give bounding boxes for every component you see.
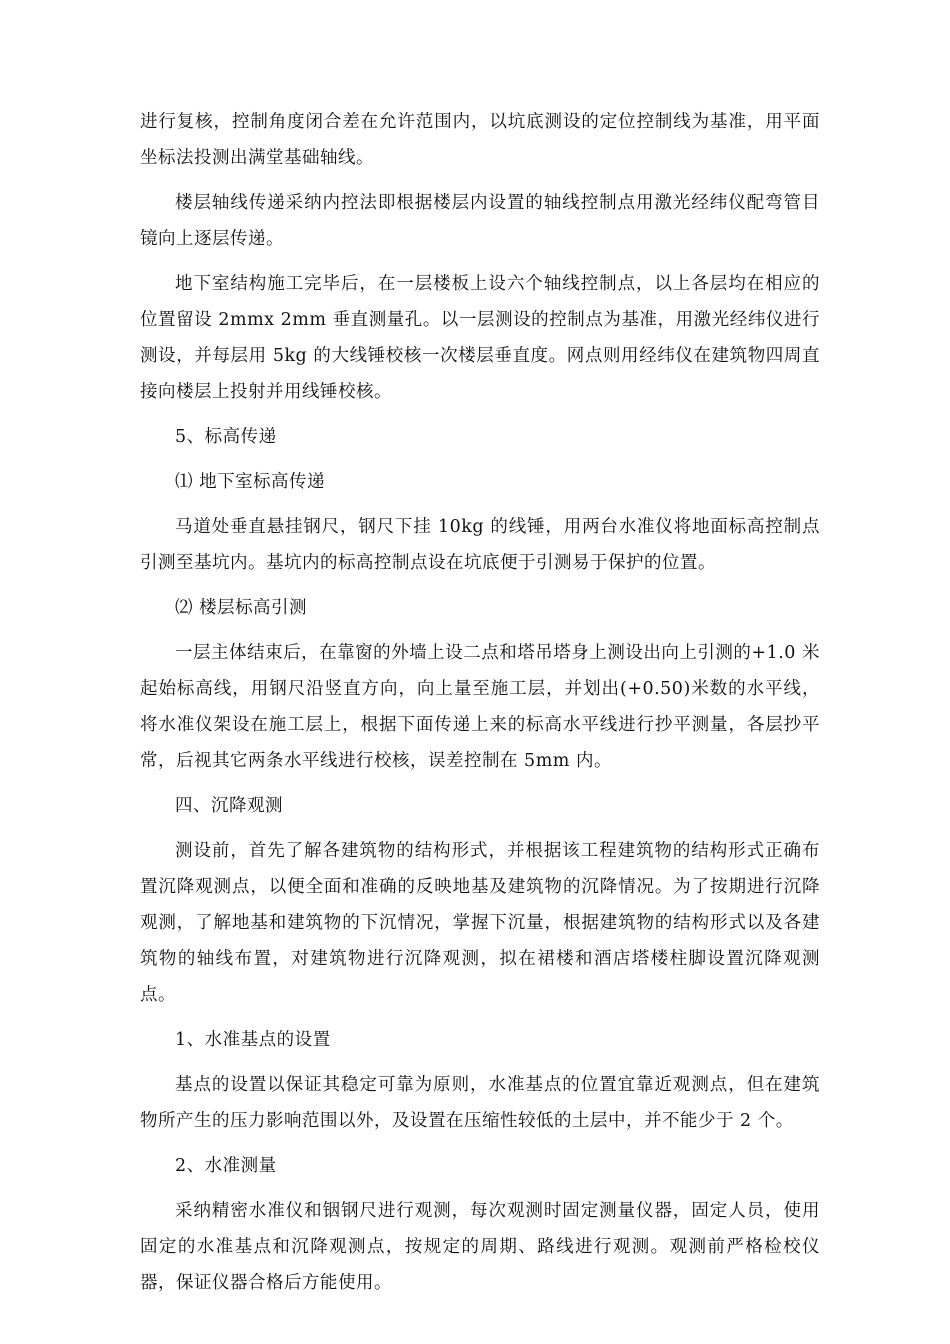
heading-floor-elevation: ⑵ 楼层标高引测 xyxy=(175,598,308,618)
paragraph-ramp-steel-tape: 马道处垂直悬挂钢尺，钢尺下挂 10kg 的线锤，用两台水准仪将地面标高控制点引测至基坑内。基坑内的标高控制点设在坑底便于引测易于保护的位置。 xyxy=(140,517,820,573)
heading-leveling: 2、水准测量 xyxy=(175,1156,277,1176)
paragraph-continuation: 进行复核，控制角度闭合差在允许范围内，以坑底测设的定位控制线为基准，用平面坐标法投测出满堂基础轴线。 xyxy=(140,112,820,168)
paragraph-floor-axis-transfer: 楼层轴线传递采纳内控法即根据楼层内设置的轴线控制点用激光经纬仪配弯管目镜向上逐层传递。 xyxy=(140,193,820,249)
heading-basement-elevation: ⑴ 地下室标高传递 xyxy=(175,472,326,492)
paragraph-benchmark-principle: 基点的设置以保证其稳定可靠为原则，水准基点的位置宜靠近观测点，但在建筑物所产生的压力影响范围以外，及设置在压缩性较低的土层中，并不能少于 2 个。 xyxy=(140,1075,820,1131)
paragraph-settlement-points: 测设前，首先了解各建筑物的结构形式，并根据该工程建筑物的结构形式正确布置沉降观测点，以便全面和准确的反映地基及建筑物的沉降情况。为了按期进行沉降观测，了解地基和建筑物的下沉情况，掌握下沉量，根据建筑物的结构形式以及各建筑物的轴线布置，对建筑物进行沉降观测，拟在裙楼和酒店塔楼柱脚设置沉降观测点。 xyxy=(140,841,820,1005)
heading-settlement-observation: 四、沉降观测 xyxy=(175,796,283,816)
paragraph-basement-control-points: 地下室结构施工完毕后，在一层楼板上设六个轴线控制点，以上各层均在相应的位置留设 2mmx 2mm 垂直测量孔。以一层测设的控制点为基准，用激光经纬仪进行测设，并每层用 5kg 的大线锤校核一次楼层垂直度。网点则用经纬仪在建筑物四周直接向楼层上投射并用线锤校核。 xyxy=(140,274,820,402)
paragraph-first-floor-elevation: 一层主体结束后，在靠窗的外墙上设二点和塔吊塔身上测设出向上引测的+1.0 米起始标高线，用钢尺沿竖直方向，向上量至施工层，并划出(+0.50)米数的水平线，将水准仪架设在施工层上，根据下面传递上来的标高水平线进行抄平测量，各层抄平常，后视其它两条水平线进行校核，误差控制在 5mm 内。 xyxy=(140,643,820,771)
paragraph-leveling-method: 采纳精密水准仪和铟钢尺进行观测，每次观测时固定测量仪器，固定人员，使用固定的水准基点和沉降观测点，按规定的周期、路线进行观测。观测前严格检校仪器，保证仪器合格后方能使用。 xyxy=(140,1201,820,1293)
document-body xyxy=(140,104,820,1310)
heading-benchmark-setup: 1、水准基点的设置 xyxy=(175,1030,331,1050)
heading-elevation-transfer: 5、标高传递 xyxy=(175,427,277,447)
